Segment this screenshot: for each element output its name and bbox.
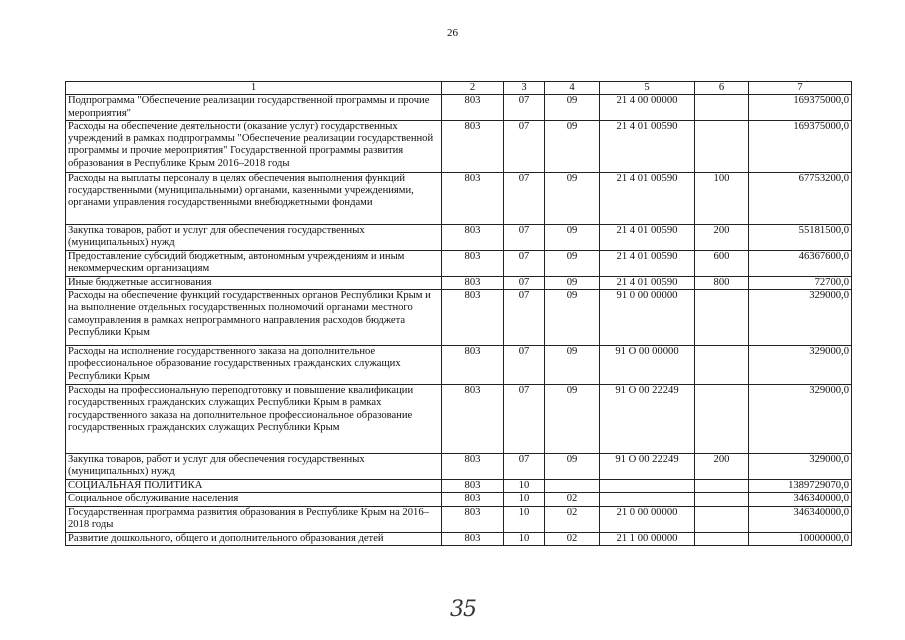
row-name: Расходы на профессиональную переподготовку и повышение квалификации государственных гражданских служащих Республики Крым в рамках государственного заказа на дополнительное профессиональное образование государственных гражданских служащих Республики Крым [66,385,442,454]
row-ministry: 803 [442,506,504,532]
row-subsection [545,480,600,493]
row-name: СОЦИАЛЬНАЯ ПОЛИТИКА [66,480,442,493]
row-amount: 329000,0 [749,454,852,480]
table-row [66,290,852,346]
row-section: 07 [504,224,545,250]
row-subsection: 09 [545,95,600,121]
column-header: 5 [600,82,695,95]
row-target-item: 21 4 00 00000 [600,95,695,121]
row-section: 10 [504,532,545,545]
row-ministry: 803 [442,290,504,346]
column-header: 1 [66,82,442,95]
row-name: Государственная программа развития образования в Республике Крым на 2016–2018 годы [66,506,442,532]
table-row [66,120,852,172]
row-section: 10 [504,480,545,493]
table-row [66,250,852,276]
row-section: 07 [504,250,545,276]
row-expense-type [695,506,749,532]
row-expense-type [695,120,749,172]
row-name: Предоставление субсидий бюджетным, автономным учреждениям и иным некоммерческим организациям [66,250,442,276]
table-row [66,276,852,289]
row-section: 07 [504,454,545,480]
row-expense-type: 800 [695,276,749,289]
row-ministry: 803 [442,224,504,250]
row-ministry: 803 [442,120,504,172]
row-amount: 329000,0 [749,346,852,385]
row-target-item: 21 4 01 00590 [600,120,695,172]
row-amount: 346340000,0 [749,506,852,532]
table-row [66,172,852,224]
row-amount: 346340000,0 [749,493,852,506]
column-header: 7 [749,82,852,95]
row-section: 07 [504,95,545,121]
row-name: Закупка товаров, работ и услуг для обеспечения государственных (муниципальных) нужд [66,224,442,250]
budget-table [65,81,852,546]
row-ministry: 803 [442,346,504,385]
row-name: Закупка товаров, работ и услуг для обеспечения государственных (муниципальных) нужд [66,454,442,480]
row-subsection: 09 [545,172,600,224]
handwritten-page-number: 35 [450,597,476,622]
row-subsection: 02 [545,532,600,545]
row-name: Развитие дошкольного, общего и дополнительного образования детей [66,532,442,545]
table-row [66,480,852,493]
row-section: 07 [504,276,545,289]
row-amount: 55181500,0 [749,224,852,250]
row-ministry: 803 [442,276,504,289]
table-row [66,506,852,532]
row-section: 10 [504,493,545,506]
row-section: 07 [504,120,545,172]
row-section: 07 [504,385,545,454]
row-subsection: 02 [545,506,600,532]
row-name: Расходы на обеспечение функций государственных органов Республики Крым и на выполнение отдельных государственных полномочий органами местного самоуправления в рамках непрограммного направления расходов бюджета Республики Крым [66,290,442,346]
row-ministry: 803 [442,95,504,121]
table-row [66,224,852,250]
row-amount: 329000,0 [749,290,852,346]
row-name: Расходы на исполнение государственного заказа на дополнительное профессиональное образование государственных гражданских служащих Республики Крым [66,346,442,385]
table-row [66,385,852,454]
row-subsection: 02 [545,493,600,506]
column-header: 6 [695,82,749,95]
row-name: Подпрограмма "Обеспечение реализации государственной программы и прочие мероприятия" [66,95,442,121]
row-ministry: 803 [442,493,504,506]
row-expense-type: 200 [695,454,749,480]
row-amount: 169375000,0 [749,95,852,121]
page-number: 26 [447,27,458,39]
row-subsection: 09 [545,454,600,480]
row-name: Расходы на выплаты персоналу в целях обеспечения выполнения функций государственными (муниципальными) органами, казенными учреждениями, органами управления государственными внебюджетными фондами [66,172,442,224]
row-subsection: 09 [545,250,600,276]
row-ministry: 803 [442,250,504,276]
column-header: 4 [545,82,600,95]
row-target-item: 91 О 00 00000 [600,346,695,385]
row-ministry: 803 [442,454,504,480]
row-expense-type: 100 [695,172,749,224]
row-amount: 72700,0 [749,276,852,289]
row-name: Расходы на обеспечение деятельности (оказание услуг) государственных учреждений в рамках подпрограммы "Обеспечение реализации государственной программы и прочие мероприятия" Государственной программы развития образования в Республике Крым 2016–2018 годы [66,120,442,172]
row-target-item [600,493,695,506]
row-expense-type: 600 [695,250,749,276]
row-expense-type [695,493,749,506]
row-ministry: 803 [442,532,504,545]
row-expense-type [695,346,749,385]
row-subsection: 09 [545,385,600,454]
row-subsection: 09 [545,346,600,385]
row-expense-type [695,385,749,454]
table-row [66,346,852,385]
row-expense-type: 200 [695,224,749,250]
table-body [66,95,852,546]
row-target-item: 91 О 00 22249 [600,454,695,480]
row-section: 07 [504,172,545,224]
row-amount: 67753200,0 [749,172,852,224]
row-subsection: 09 [545,224,600,250]
row-target-item: 21 4 01 00590 [600,250,695,276]
row-name: Иные бюджетные ассигнования [66,276,442,289]
table-row [66,532,852,545]
column-header: 3 [504,82,545,95]
row-expense-type [695,95,749,121]
row-subsection: 09 [545,120,600,172]
row-name: Социальное обслуживание населения [66,493,442,506]
row-amount: 10000000,0 [749,532,852,545]
row-subsection: 09 [545,276,600,289]
row-ministry: 803 [442,172,504,224]
row-amount: 46367600,0 [749,250,852,276]
row-target-item: 21 4 01 00590 [600,172,695,224]
row-target-item: 91 0 00 00000 [600,290,695,346]
row-section: 10 [504,506,545,532]
row-subsection: 09 [545,290,600,346]
row-expense-type [695,480,749,493]
row-expense-type [695,290,749,346]
row-section: 07 [504,290,545,346]
row-expense-type [695,532,749,545]
table-row [66,454,852,480]
row-target-item: 21 1 00 00000 [600,532,695,545]
table-row [66,95,852,121]
row-target-item [600,480,695,493]
row-amount: 169375000,0 [749,120,852,172]
row-ministry: 803 [442,385,504,454]
row-target-item: 21 4 01 00590 [600,224,695,250]
table-header-row [66,82,852,95]
row-amount: 1389729070,0 [749,480,852,493]
row-ministry: 803 [442,480,504,493]
row-target-item: 21 4 01 00590 [600,276,695,289]
table-row [66,493,852,506]
column-header: 2 [442,82,504,95]
row-target-item: 91 О 00 22249 [600,385,695,454]
row-target-item: 21 0 00 00000 [600,506,695,532]
row-amount: 329000,0 [749,385,852,454]
row-section: 07 [504,346,545,385]
